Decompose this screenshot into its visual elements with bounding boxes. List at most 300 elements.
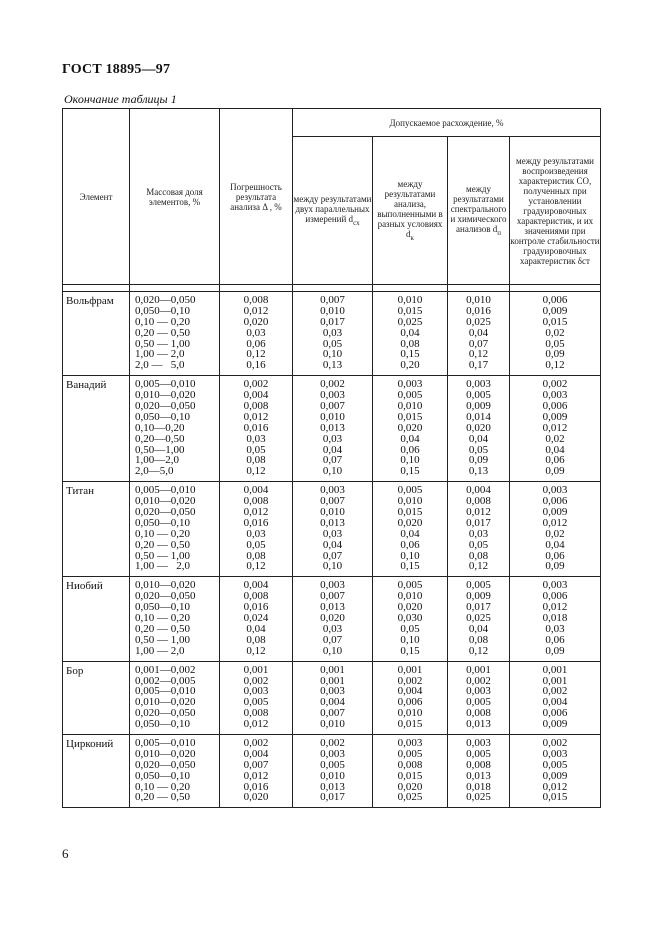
d-labs-cell <box>373 577 448 661</box>
error-value: 0,03 <box>246 326 266 339</box>
d-labs-value: 0,020 <box>397 421 423 434</box>
d-parallel-value: 0,002 <box>320 736 345 749</box>
error-value: 0,020 <box>243 791 269 804</box>
d-labs-value: 0,10 <box>400 454 420 467</box>
d-parallel-value: 0,03 <box>322 326 343 339</box>
d-parallel-value: 0,007 <box>320 707 345 720</box>
mass-fraction-cell <box>130 482 220 577</box>
d-spectral-cell <box>448 661 510 734</box>
error-value: 0,005 <box>243 696 269 709</box>
col-header-parallel: между результатами двух параллельных измерений $d_{сх}$ <box>293 137 373 285</box>
error-cell <box>220 661 293 734</box>
d-spectral-value: 0,018 <box>466 780 491 793</box>
d-labs-value: 0,005 <box>397 484 423 497</box>
mass-fraction-value: 0,20 — 0,50 <box>135 791 190 804</box>
mass-fraction-cell <box>130 661 220 734</box>
d-standard-value: 0,012 <box>542 601 568 614</box>
d-labs-value: 0,030 <box>397 612 423 625</box>
error-value: 0,004 <box>243 747 269 760</box>
d-parallel-value: 0,001 <box>320 674 345 687</box>
d-parallel-value: 0,003 <box>320 484 345 497</box>
d-labs-value: 0,05 <box>400 622 420 635</box>
mass-fraction-value: 0,005—0,010 <box>135 685 196 698</box>
d-standard-value: 0,004 <box>542 696 568 709</box>
col-header-mass-fraction: Массовая доля элементов, % <box>130 109 220 285</box>
d-labs-value: 0,010 <box>397 707 423 720</box>
col-header-error: Погрешность результата анализа Δ , % <box>220 109 293 285</box>
d-parallel-value: 0,017 <box>320 791 345 804</box>
d-standard-value: 0,012 <box>542 780 568 793</box>
mass-fraction-value: 0,010—0,020 <box>135 579 196 592</box>
mass-fraction-value: 0,050—0,10 <box>135 304 190 317</box>
error-value: 0,016 <box>243 780 269 793</box>
d-labs-value: 0,06 <box>400 538 420 551</box>
d-parallel-value: 0,05 <box>322 337 343 350</box>
error-cell <box>220 292 293 376</box>
d-spectral-value: 0,009 <box>466 590 491 603</box>
d-labs-value: 0,020 <box>397 780 423 793</box>
mass-fraction-value: 0,050—0,10 <box>135 601 190 614</box>
d-labs-cell <box>373 376 448 482</box>
error-cell <box>220 482 293 577</box>
error-value: 0,007 <box>243 758 269 771</box>
element-name: Титан <box>63 482 130 577</box>
error-value: 0,012 <box>243 769 269 782</box>
d-labs-value: 0,015 <box>397 410 423 423</box>
error-value: 0,06 <box>246 337 266 350</box>
d-standard-value: 0,015 <box>542 315 568 328</box>
mass-fraction-value: 0,020—0,050 <box>135 758 196 771</box>
error-value: 0,008 <box>243 495 269 508</box>
d-spectral-value: 0,04 <box>468 622 489 635</box>
d-labs-cell <box>373 734 448 807</box>
d-standard-value: 0,009 <box>542 718 568 731</box>
d-parallel-value: 0,010 <box>320 718 345 731</box>
d-labs-cell <box>373 661 448 734</box>
d-standard-value: 0,001 <box>542 663 568 676</box>
error-value: 0,012 <box>243 506 269 519</box>
mass-fraction-value: 0,10—0,20 <box>135 421 185 434</box>
d-spectral-value: 0,001 <box>466 663 491 676</box>
mass-fraction-value: 0,050—0,10 <box>135 769 190 782</box>
d-parallel-value: 0,13 <box>322 359 343 372</box>
d-standard-value: 0,012 <box>542 516 568 529</box>
d-spectral-cell <box>448 292 510 376</box>
d-labs-value: 0,005 <box>397 579 423 592</box>
mass-fraction-value: 0,50 — 1,00 <box>135 633 190 646</box>
d-parallel-value: 0,04 <box>322 538 343 551</box>
page-number: 6 <box>62 846 69 861</box>
mass-fraction-value: 0,005—0,010 <box>135 736 196 749</box>
d-spectral-cell <box>448 577 510 661</box>
d-spectral-value: 0,025 <box>466 791 491 804</box>
d-labs-value: 0,025 <box>397 315 423 328</box>
d-standard-value: 0,006 <box>542 294 568 306</box>
d-standard-value: 0,006 <box>542 590 568 603</box>
d-spectral-value: 0,07 <box>468 337 489 350</box>
d-spectral-value: 0,010 <box>466 294 491 306</box>
error-value: 0,008 <box>243 707 269 720</box>
d-standard-value: 0,09 <box>545 465 565 478</box>
d-spectral-value: 0,05 <box>468 538 489 551</box>
d-labs-value: 0,015 <box>397 718 423 731</box>
d-parallel-value: 0,07 <box>322 454 343 467</box>
error-value: 0,03 <box>246 527 266 540</box>
d-spectral-value: 0,013 <box>466 769 491 782</box>
d-labs-value: 0,010 <box>397 590 423 603</box>
d-standard-value: 0,001 <box>542 674 568 687</box>
element-name: Цирконий <box>63 734 130 807</box>
d-parallel-value: 0,003 <box>320 747 345 760</box>
d-standard-value: 0,003 <box>542 579 568 592</box>
error-value: 0,012 <box>243 410 269 423</box>
d-spectral-value: 0,12 <box>468 644 489 657</box>
d-parallel-value: 0,003 <box>320 579 345 592</box>
d-spectral-value: 0,008 <box>466 495 491 508</box>
d-spectral-value: 0,025 <box>466 612 491 625</box>
d-standard-value: 0,09 <box>545 348 565 361</box>
d-standard-cell <box>510 577 601 661</box>
d-labs-value: 0,10 <box>400 633 420 646</box>
mass-fraction-value: 0,050—0,10 <box>135 718 190 731</box>
d-labs-value: 0,15 <box>400 348 420 361</box>
d-spectral-value: 0,12 <box>468 348 489 361</box>
d-parallel-cell <box>293 577 373 661</box>
d-standard-value: 0,003 <box>542 484 568 497</box>
mass-fraction-cell <box>130 376 220 482</box>
d-spectral-cell <box>448 376 510 482</box>
d-parallel-value: 0,017 <box>320 315 345 328</box>
mass-fraction-value: 1,00 — 2,0 <box>135 560 190 573</box>
d-parallel-value: 0,007 <box>320 400 345 413</box>
table-row <box>63 661 601 734</box>
error-value: 0,016 <box>243 601 269 614</box>
error-value: 0,08 <box>246 633 266 646</box>
d-standard-value: 0,09 <box>545 560 565 573</box>
d-standard-value: 0,02 <box>545 527 565 540</box>
d-spectral-value: 0,04 <box>468 432 489 445</box>
d-parallel-cell <box>293 734 373 807</box>
d-parallel-cell <box>293 482 373 577</box>
error-cell <box>220 734 293 807</box>
d-standard-cell <box>510 482 601 577</box>
mass-fraction-value: 0,010—0,020 <box>135 696 196 709</box>
d-standard-value: 0,06 <box>545 633 565 646</box>
d-labs-value: 0,15 <box>400 644 420 657</box>
table-row <box>63 292 601 376</box>
d-parallel-value: 0,003 <box>320 389 345 402</box>
d-spectral-value: 0,05 <box>468 443 489 456</box>
d-standard-value: 0,015 <box>542 791 568 804</box>
d-spectral-value: 0,003 <box>466 736 491 749</box>
d-labs-value: 0,005 <box>397 389 423 402</box>
d-spectral-value: 0,020 <box>466 421 491 434</box>
d-spectral-value: 0,008 <box>466 707 491 720</box>
d-parallel-value: 0,002 <box>320 378 345 391</box>
d-spectral-value: 0,013 <box>466 718 491 731</box>
d-labs-value: 0,15 <box>400 560 420 573</box>
mass-fraction-value: 0,020—0,050 <box>135 400 196 413</box>
error-value: 0,016 <box>243 516 269 529</box>
d-spectral-value: 0,08 <box>468 633 489 646</box>
d-standard-value: 0,009 <box>542 410 568 423</box>
d-standard-value: 0,02 <box>545 432 565 445</box>
d-labs-cell <box>373 482 448 577</box>
d-parallel-value: 0,007 <box>320 590 345 603</box>
error-value: 0,004 <box>243 389 269 402</box>
mass-fraction-value: 0,010—0,020 <box>135 495 196 508</box>
d-parallel-value: 0,10 <box>322 348 343 361</box>
mass-fraction-value: 2,0—5,0 <box>135 465 174 478</box>
d-standard-value: 0,003 <box>542 389 568 402</box>
d-standard-value: 0,009 <box>542 506 568 519</box>
d-labs-value: 0,06 <box>400 443 420 456</box>
d-labs-value: 0,15 <box>400 465 420 478</box>
d-spectral-value: 0,003 <box>466 378 491 391</box>
error-value: 0,12 <box>246 644 266 657</box>
d-spectral-value: 0,012 <box>466 506 491 519</box>
mass-fraction-value: 0,001—0,002 <box>135 663 196 676</box>
error-value: 0,012 <box>243 304 269 317</box>
d-spectral-value: 0,03 <box>468 527 489 540</box>
d-standard-cell <box>510 661 601 734</box>
error-value: 0,08 <box>246 549 266 562</box>
d-standard-value: 0,05 <box>545 337 565 350</box>
d-labs-value: 0,008 <box>397 758 423 771</box>
d-labs-value: 0,10 <box>400 549 420 562</box>
document-header: ГОСТ 18895—97 <box>62 62 171 77</box>
mass-fraction-value: 0,020—0,050 <box>135 294 196 306</box>
mass-fraction-value: 0,005—0,010 <box>135 378 196 391</box>
element-name: Ниобий <box>63 577 130 661</box>
d-labs-value: 0,015 <box>397 769 423 782</box>
d-parallel-value: 0,005 <box>320 758 345 771</box>
error-value: 0,008 <box>243 590 269 603</box>
mass-fraction-cell <box>130 292 220 376</box>
d-labs-value: 0,010 <box>397 495 423 508</box>
mass-fraction-value: 0,010—0,020 <box>135 747 196 760</box>
mass-fraction-value: 0,050—0,10 <box>135 516 190 529</box>
error-value: 0,012 <box>243 718 269 731</box>
error-value: 0,12 <box>246 465 266 478</box>
d-spectral-value: 0,002 <box>466 674 491 687</box>
d-spectral-value: 0,017 <box>466 601 491 614</box>
error-value: 0,16 <box>246 359 266 372</box>
mass-fraction-value: 0,50—1,00 <box>135 443 185 456</box>
d-standard-value: 0,002 <box>542 736 568 749</box>
table-row <box>63 376 601 482</box>
d-parallel-value: 0,013 <box>320 601 345 614</box>
d-parallel-value: 0,07 <box>322 633 343 646</box>
error-value: 0,05 <box>246 538 266 551</box>
error-value: 0,03 <box>246 432 266 445</box>
col-header-standard: между результатами воспроизведения характеристик СО, полученных при установлении градуировочных характеристик, и их значениями при контроле стабильности градуировочных характеристик δст <box>510 137 601 285</box>
d-spectral-value: 0,017 <box>466 516 491 529</box>
mass-fraction-cell <box>130 734 220 807</box>
error-value: 0,001 <box>243 663 269 676</box>
error-cell <box>220 376 293 482</box>
d-standard-value: 0,12 <box>545 359 565 372</box>
mass-fraction-cell <box>130 577 220 661</box>
mass-fraction-value: 0,10 — 0,20 <box>135 612 190 625</box>
element-name: Бор <box>63 661 130 734</box>
header-separator <box>63 285 601 292</box>
d-spectral-value: 0,008 <box>466 758 491 771</box>
d-standard-value: 0,09 <box>545 644 565 657</box>
d-parallel-cell <box>293 376 373 482</box>
d-labs-value: 0,010 <box>397 294 423 306</box>
d-parallel-value: 0,020 <box>320 612 345 625</box>
mass-fraction-value: 1,00 — 2,0 <box>135 644 185 657</box>
error-value: 0,002 <box>243 674 269 687</box>
d-labs-value: 0,003 <box>397 736 423 749</box>
table-caption: Окончание таблицы 1 <box>64 92 177 106</box>
d-standard-value: 0,04 <box>545 538 565 551</box>
d-parallel-value: 0,07 <box>322 549 343 562</box>
mass-fraction-value: 2,0 — 5,0 <box>135 359 185 372</box>
mass-fraction-value: 0,050—0,10 <box>135 410 190 423</box>
d-standard-value: 0,005 <box>542 758 568 771</box>
d-standard-value: 0,02 <box>545 326 565 339</box>
mass-fraction-value: 0,20 — 0,50 <box>135 538 190 551</box>
mass-fraction-value: 0,20—0,50 <box>135 432 185 445</box>
d-standard-value: 0,04 <box>545 443 565 456</box>
d-parallel-value: 0,013 <box>320 780 345 793</box>
d-standard-value: 0,006 <box>542 707 568 720</box>
mass-fraction-value: 0,002—0,005 <box>135 674 196 687</box>
d-labs-value: 0,004 <box>397 685 423 698</box>
d-parallel-value: 0,10 <box>322 644 343 657</box>
d-labs-value: 0,04 <box>400 326 420 339</box>
mass-fraction-value: 0,005—0,010 <box>135 484 196 497</box>
d-standard-value: 0,03 <box>545 622 565 635</box>
d-labs-value: 0,002 <box>397 674 423 687</box>
error-value: 0,016 <box>243 421 269 434</box>
d-spectral-value: 0,004 <box>466 484 491 497</box>
d-spectral-cell <box>448 734 510 807</box>
d-spectral-value: 0,005 <box>466 579 491 592</box>
mass-fraction-value: 0,50 — 1,00 <box>135 337 190 350</box>
d-labs-value: 0,005 <box>397 747 423 760</box>
d-parallel-value: 0,10 <box>322 560 343 573</box>
d-standard-value: 0,06 <box>545 549 565 562</box>
d-standard-value: 0,012 <box>542 421 568 434</box>
d-parallel-value: 0,003 <box>320 685 345 698</box>
d-parallel-value: 0,013 <box>320 421 345 434</box>
d-spectral-cell <box>448 482 510 577</box>
mass-fraction-value: 0,020—0,050 <box>135 590 196 603</box>
d-parallel-value: 0,03 <box>322 527 343 540</box>
d-spectral-value: 0,014 <box>466 410 491 423</box>
mass-fraction-value: 0,10 — 0,20 <box>135 315 190 328</box>
d-parallel-value: 0,007 <box>320 294 345 306</box>
col-group-header-tolerance: Допускаемое расхождение, % <box>293 109 601 137</box>
error-cell <box>220 577 293 661</box>
d-standard-value: 0,009 <box>542 769 568 782</box>
d-standard-value: 0,006 <box>542 495 568 508</box>
d-labs-value: 0,015 <box>397 506 423 519</box>
d-spectral-value: 0,003 <box>466 685 491 698</box>
d-parallel-value: 0,013 <box>320 516 345 529</box>
d-spectral-value: 0,09 <box>468 454 489 467</box>
col-header-labs: между результатами анализа, выполненными в разных условиях $d_к$ <box>373 137 448 285</box>
col-header-spectral: между результатами спектрального и химического анализов $d_п$ <box>448 137 510 285</box>
mass-fraction-value: 0,10 — 0,20 <box>135 527 190 540</box>
d-labs-value: 0,08 <box>400 337 420 350</box>
d-parallel-value: 0,010 <box>320 769 345 782</box>
error-value: 0,004 <box>243 579 269 592</box>
error-value: 0,008 <box>243 294 269 306</box>
mass-fraction-value: 0,020—0,050 <box>135 707 196 720</box>
error-value: 0,020 <box>243 315 269 328</box>
d-labs-value: 0,015 <box>397 304 423 317</box>
d-parallel-value: 0,010 <box>320 304 345 317</box>
d-parallel-value: 0,10 <box>322 465 343 478</box>
d-parallel-value: 0,004 <box>320 696 345 709</box>
error-value: 0,004 <box>243 484 269 497</box>
d-parallel-value: 0,04 <box>322 443 343 456</box>
d-spectral-value: 0,13 <box>468 465 489 478</box>
d-labs-value: 0,04 <box>400 527 420 540</box>
d-standard-cell <box>510 734 601 807</box>
d-parallel-cell <box>293 661 373 734</box>
d-spectral-value: 0,17 <box>468 359 489 372</box>
mass-fraction-value: 0,20 — 0,50 <box>135 622 190 635</box>
d-spectral-value: 0,016 <box>466 304 491 317</box>
d-labs-value: 0,010 <box>397 400 423 413</box>
d-standard-value: 0,06 <box>545 454 565 467</box>
d-spectral-value: 0,04 <box>468 326 489 339</box>
d-labs-value: 0,20 <box>400 359 420 372</box>
d-labs-cell <box>373 292 448 376</box>
d-standard-value: 0,009 <box>542 304 568 317</box>
mass-fraction-value: 0,010—0,020 <box>135 389 196 402</box>
d-spectral-value: 0,08 <box>468 549 489 562</box>
d-labs-value: 0,006 <box>397 696 423 709</box>
d-labs-value: 0,020 <box>397 516 423 529</box>
table-row <box>63 482 601 577</box>
d-standard-value: 0,018 <box>542 612 568 625</box>
error-value: 0,024 <box>243 612 269 625</box>
d-spectral-value: 0,005 <box>466 747 491 760</box>
d-parallel-value: 0,03 <box>322 622 343 635</box>
mass-fraction-value: 1,00 — 2,0 <box>135 348 185 361</box>
d-parallel-value: 0,001 <box>320 663 345 676</box>
error-value: 0,12 <box>246 348 266 361</box>
error-value: 0,002 <box>243 378 269 391</box>
element-name: Ванадий <box>63 376 130 482</box>
error-value: 0,003 <box>243 685 269 698</box>
d-standard-value: 0,002 <box>542 685 568 698</box>
error-value: 0,05 <box>246 443 266 456</box>
d-standard-value: 0,003 <box>542 747 568 760</box>
tolerance-table <box>62 108 601 808</box>
d-spectral-value: 0,005 <box>466 696 491 709</box>
d-spectral-value: 0,12 <box>468 560 489 573</box>
mass-fraction-value: 1,00—2,0 <box>135 454 179 467</box>
table-row <box>63 577 601 661</box>
d-parallel-value: 0,03 <box>322 432 343 445</box>
col-header-element: Элемент <box>63 109 130 285</box>
mass-fraction-value: 0,020—0,050 <box>135 506 196 519</box>
d-spectral-value: 0,005 <box>466 389 491 402</box>
mass-fraction-value: 0,10 — 0,20 <box>135 780 190 793</box>
d-parallel-cell <box>293 292 373 376</box>
d-standard-cell <box>510 292 601 376</box>
d-labs-value: 0,020 <box>397 601 423 614</box>
error-value: 0,008 <box>243 400 269 413</box>
d-parallel-value: 0,010 <box>320 506 345 519</box>
